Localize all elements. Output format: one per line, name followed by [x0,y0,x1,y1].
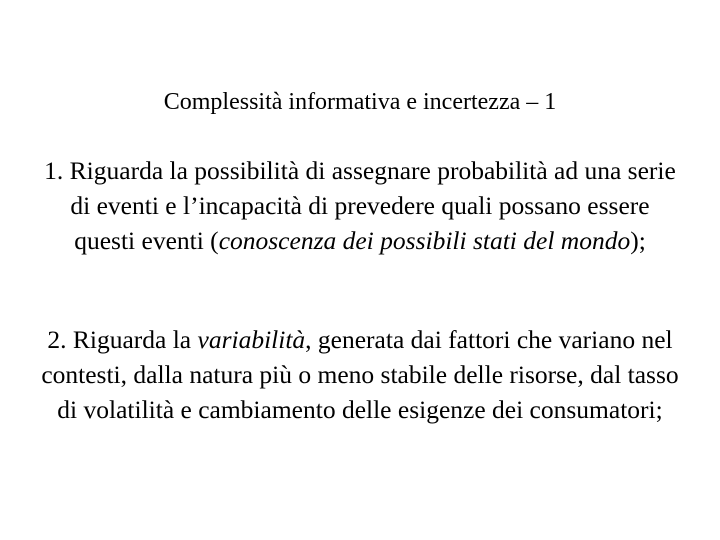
paragraph-1-text-before: 1. Riguarda la possibilità di assegnare probabilità ad una serie di eventi e l’incapacità di prevedere quali possano essere questi eventi ( [44,156,676,255]
paragraph-1-emphasis: conoscenza dei possibili stati del mondo [218,226,631,255]
paragraph-2-text-after: , generata dai fattori che variano nel contesti, dalla natura più o meno stabile delle risorse, dal tasso di volatilità e cambiamento delle esigenze dei consumatori; [41,325,679,424]
slide-title: Complessità informativa e incertezza – 1 [163,89,557,115]
paragraph-2 [40,322,680,427]
paragraph-2-emphasis: variabilità [197,325,306,354]
paragraph-1-text-after: ); [630,226,646,255]
paragraph-2-text-before: 2. Riguarda la [47,325,198,354]
paragraph-1 [40,153,680,258]
